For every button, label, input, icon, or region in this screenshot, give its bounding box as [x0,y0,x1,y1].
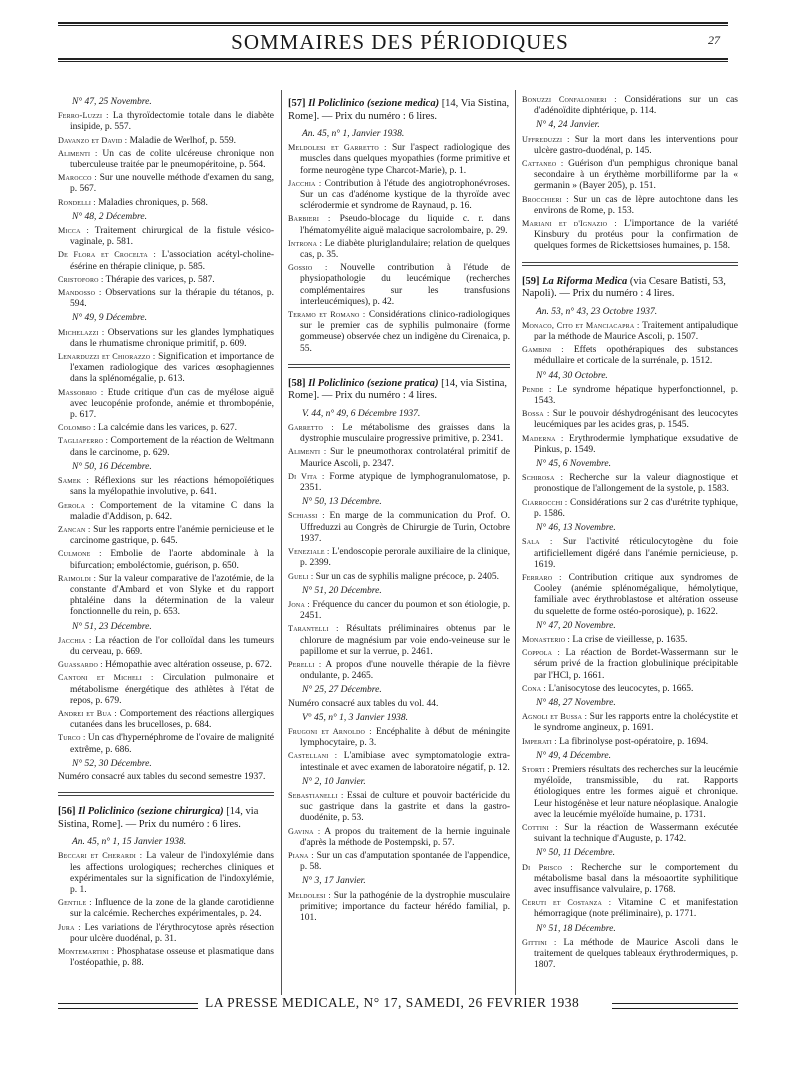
journal-number: [56] [58,806,76,818]
journal-title: La Riforma Medica [542,275,628,287]
article-title: L'anisocytose des leucocytes, p. 1665. [548,683,694,694]
article-authors: Massobrio : [58,387,104,397]
article-entry [522,384,738,407]
article-title: Contribution à l'étude des angiotrophonévroses. Sur un cas d'adénome kystique de la thyroïde avec sclérodermie et syndrome de Raynaud, p. 16. [300,178,511,212]
article-authors: Bossa : [522,409,550,419]
article-authors: Schirosa : [522,473,564,483]
footer-text: LA PRESSE MEDICALE, N° 17, SAMEDI, 26 FEVRIER 1938 [205,995,580,1010]
article-title: Embolie de l'aorte abdominale à la bifurcation; emboléctomie, guérison, p. 650. [70,549,274,571]
issue-heading: An. 45, n° 1, 15 Janvier 1938. [72,837,187,848]
article-title: Sur la pathogénie de la dystrophie musculaire primitive; importance du facteur hérédo familial, p. 101. [300,890,511,923]
article-authors: Piana : [288,850,314,860]
article-authors: Zancan : [58,524,91,534]
article-entry [288,790,510,825]
column-3 [522,94,738,972]
article-title: Vitamine C et manifestation hémorragique (note préliminaire), p. 1771. [534,898,738,920]
article-title: Maladies chroniques, p. 568. [98,197,208,208]
article-authors: Coppola : [522,648,560,658]
article-entry [58,573,274,619]
article-title: Traitement antipaludique par la méthode de Maurice Ascoli, p. 1507. [534,320,738,343]
article-entry [522,344,738,367]
article-title: Considérations clinico-radiologiques sur le premier cas de syphilis pulmonaire (forme gommeuse) observée chez un indigène du Cirenaica, p. 55. [300,310,510,354]
article-entry [288,726,510,749]
page-title: SOMMAIRES DES PÉRIODIQUES [231,30,569,54]
article-title: Sur un cas d'amputation spontanée de l'appendice, p. 58. [300,850,510,873]
article-title: Le diabète pluriglandulaire; relation de quelques cas, p. 35. [300,238,510,261]
article-title: Un cas d'hypernéphrome de l'ovaire de malignité extrême, p. 686. [70,733,274,755]
article-authors: Rondelli : [58,197,96,207]
article-authors: Frugoni et Arnoldo : [288,726,372,736]
article-entry [58,135,274,147]
article-authors: Andrei et Bua : [58,708,117,718]
article-title: Forme atypique de lymphogranulomatose, p. 2351. [300,471,510,494]
article-authors: Di Prisco : [522,862,573,872]
article-entry [58,351,274,386]
article-authors: Agnoli et Bussa : [522,712,588,722]
article-title: Essai de culture et pouvoir bactéricide du suc gastrique dans la gastrite et dans la gastro-duodénite, p. 53. [300,790,511,824]
article-title: Sur la réaction de Wassermann exécutée suivant la technique d'Auguste, p. 1742. [534,822,738,845]
article-title: La méthode de Maurice Ascoli dans le traitement de quelques tableaux érythrodermiques, p. 1807. [534,937,739,971]
article-entry [58,732,274,755]
article-title: A propos du traitement de la hernie inguinale d'après la méthode de Postempski, p. 57. [300,826,510,848]
article-title: Sur un cas de syphilis maligne précoce, p. 2405. [315,571,500,582]
issue-note: Numéro consacré aux tables du second semestre 1937. [58,771,266,782]
article-title: Le syndrome hépatique hyperfonctionnel, p. 1543. [534,384,738,407]
article-title: Fréquence du cancer du poumon et son étiologie, p. 2451. [300,599,510,622]
article-title: Sur la valeur comparative de l'azotémie, de la constante d'Ambard et von Slyke et du rapport phtaléine dans la détermination de la valeur fonctionnelle du rein, p. 653. [70,573,274,618]
journal-heading [288,378,510,403]
article-entry [58,672,274,707]
journal-number: [59] [522,275,540,287]
article-entry [58,708,274,731]
article-entry [288,826,510,849]
article-entry [522,536,738,571]
article-authors: Alimenti : [288,447,327,457]
issue-heading: N° 50, 11 Décembre. [536,848,615,859]
article-authors: Mariani et d'Ignazio : [522,219,617,229]
article-title: L'association acétyl-choline-ésérine en thérapie clinique, p. 585. [70,250,274,272]
article-entry [522,897,738,920]
article-authors: Ciarrocchi : [522,497,568,507]
article-authors: Pende : [522,384,552,394]
article-authors: Montemartini : [58,947,115,956]
article-title: Sur l'aspect radiologique des muscles dans quelques myopathies (forme primitive et forme neurogène type Charcot-Marie), p. 1. [300,143,510,176]
article-title: La crise de vieillesse, p. 1635. [572,634,688,645]
journal-address: [14, via Sistina, Rome]. — Prix du numéro : 6 lires. [58,806,259,830]
article-entry [288,659,510,682]
article-authors: Gentile : [58,898,92,908]
article-entry [58,524,274,547]
article-authors: Gerola : [58,500,94,510]
article-title: Circulation pulmonaire et métabolisme énergétique des athlètes à l'état de repos, p. 679. [70,673,274,706]
issue-heading: V° 45, n° 1, 3 Janvier 1938. [302,712,409,723]
issue-heading: N° 44, 30 Octobre. [536,370,608,381]
article-entry [58,897,274,920]
article-entry [522,194,738,217]
article-entry [288,599,510,622]
article-authors: Ferraro : [522,572,562,582]
issue-heading: N° 25, 27 Décembre. [302,685,382,696]
issue-heading: N° 48, 27 Novembre. [536,697,616,708]
article-entry [522,572,738,618]
article-authors: Maderna : [522,433,564,443]
article-title: A propos d'une nouvelle thérapie de la fièvre ondulante, p. 2465. [300,659,511,682]
article-entry [288,238,510,261]
article-title: Hémopathie avec altération osseuse, p. 672. [105,660,272,671]
article-title: Maladie de Werlhof, p. 559. [129,135,236,146]
article-entry [522,218,738,253]
article-entry [288,446,510,469]
article-authors: Schiassi : [288,511,325,521]
article-authors: Gavina : [288,826,321,836]
article-entry [288,471,510,494]
article-title: Le métabolisme des graisses dans la dystrophie musculaire progressive primitive, p. 2341. [300,423,511,445]
article-entry [288,571,510,583]
article-entry [522,822,738,845]
article-authors: Guassardo : [58,660,103,670]
journal-address: [14, via Sistina, Rome]. — Prix du numéro : 4 lires. [288,377,508,402]
article-authors: Lenarduzzi et Chiorazzo : [58,352,156,362]
article-entry [58,197,274,209]
article-entry [288,178,510,213]
article-entry [522,497,738,520]
issue-heading: N° 46, 13 Novembre. [536,523,616,534]
article-authors: Cristoforo : [58,274,104,284]
article-entry [58,172,274,195]
article-authors: Ferro-Luzzi : [58,111,109,121]
journal-address: [14, Via Sistina, Rome]. — Prix du numéro : 6 lires. [288,98,510,122]
article-entry [58,274,274,286]
issue-heading: N° 50, 16 Décembre. [72,461,152,472]
article-entry [522,736,738,748]
footer-rule-left [58,1003,198,1009]
article-entry [522,937,738,972]
article-authors: Cantoni et Micheli : [58,673,154,683]
article-title: Un cas de colite ulcéreuse chronique non tuberculeuse traitée par le pneumopéritoine, p. 564. [70,148,274,171]
article-authors: Micca : [58,226,89,236]
article-entry [288,850,510,873]
issue-heading: N° 2, 10 Janvier. [302,776,366,787]
article-title: L'importance de la variété Kinsbury du protéus pour la confirmation de quelques formes de Rickettsioses humaines, p. 158. [534,219,738,252]
article-authors: Tagliaferro : [58,436,109,446]
article-entry [288,623,510,658]
article-authors: Teramo et Romano : [288,310,366,320]
article-title: Sur une nouvelle méthode d'examen du sang, p. 567. [70,173,274,195]
journal-heading [522,276,738,301]
issue-heading: N° 52, 30 Décembre. [72,758,152,769]
article-entry [522,94,738,117]
issue-heading: N° 51, 20 Décembre. [302,585,382,596]
article-title: Effets opothérapiques des substances médullaire et corticale de la surrénale, p. 1512. [534,345,738,367]
article-title: Comportement des réactions allergiques cutanées dans les brucelloses, p. 684. [70,708,275,731]
journal-title: Il Policlinico (sezione pratica) [308,377,439,389]
issue-heading: An. 53, n° 43, 23 Octobre 1937. [536,306,658,317]
article-title: La fibrinolyse post-opératoire, p. 1694. [559,736,709,747]
article-entry [58,327,274,350]
article-entry [288,213,510,236]
article-entry [522,320,738,343]
issue-heading: An. 45, n° 1, Janvier 1938. [302,129,405,139]
article-entry [522,134,738,157]
article-authors: Raimoldi : [58,573,97,583]
article-entry [288,546,510,569]
article-entry [522,634,738,646]
article-entry [58,249,274,272]
article-authors: Monaco, Cito et Manciacapra : [522,320,640,330]
article-title: Sur le pouvoir déshydrogénisant des leucocytes leucémiques par les acides gras, p. 1545. [534,409,738,431]
article-title: Etude critique d'un cas de myélose aiguë avec leucopénie profonde, anémie et thrombopénie, p. 617. [70,387,274,421]
article-authors: Culmone : [58,549,102,559]
article-authors: Sebastianelli : [288,790,344,800]
article-title: Sur un cas de lèpre autochtone dans les environs de Rome, p. 153. [534,194,738,216]
article-title: La valeur de l'indoxylémie dans les affections urologiques; recherches cliniques et expérimentales sur la signification de l'indoxylémie, p. 1. [70,851,274,895]
article-title: Encéphalite à début de méningite lymphocytaire, p. 3. [300,726,511,749]
article-title: Sur les rapports entre l'anémie pernicieuse et le carcinome gastrique, p. 645. [70,524,274,547]
article-authors: Jacchia : [288,178,322,188]
article-authors: Storti : [522,764,550,774]
column-divider-1 [281,90,282,995]
article-entry [58,225,274,248]
journal-heading [288,98,510,123]
article-authors: Bonuzzi Confalonieri : [522,95,617,104]
column-divider-2 [515,90,516,995]
article-title: Contribution critique aux syndromes de Cooley (anémie splénomégalique, hémolytique, familiale avec érythroblastose et altération osseuse du squelette de forme ostéo-porosique), p. 1622. [534,572,739,617]
article-entry [58,475,274,498]
article-authors: De Flora et Crocelta : [58,250,156,260]
article-entry [58,110,274,133]
article-entry [522,862,738,897]
header-rule-bottom [58,58,728,60]
article-authors: Veneziale : [288,547,330,557]
article-title: Observations sur les glandes lymphatiques dans le rhumatisme chronique primitif, p. 609. [70,327,274,349]
article-title: Pseudo-blocage du liquide c. r. dans l'hématomyélite aiguë malacique sacrolombaire, p. 29. [300,214,510,236]
article-title: Phosphatase osseuse et plasmatique dans l'ostéopathie, p. 88. [70,947,274,969]
article-authors: Garretto : [288,423,334,433]
article-entry [522,408,738,431]
article-entry [522,647,738,682]
article-entry [288,262,510,308]
article-title: Sur la mort dans les interventions pour ulcère gastro-duodénal, p. 145. [534,134,739,156]
article-title: Sur le pneumothorax controlatéral primitif de Maurice Ascoli, p. 2347. [300,447,510,469]
section-separator [522,262,738,266]
article-title: Résultats préliminaires obtenus par le chlorure de magnésium par voie endo-veineuse sur le papillome et sur la verrue, p. 2461. [300,624,511,657]
article-authors: Mandosso : [58,288,102,298]
article-entry [58,548,274,571]
article-title: Recherche sur le comportement du métabolisme basal dans la mésoaortite syphilitique avec insuffisance valvulaire, p. 1768. [534,862,738,895]
article-authors: Michelazzi : [58,327,105,337]
article-entry [58,850,274,896]
article-entry [58,287,274,310]
journal-title: Il Policlinico (sezione chirurgica) [78,806,224,818]
issue-heading: N° 50, 13 Décembre. [302,497,382,508]
journal-number: [58] [288,377,306,389]
article-entry [58,148,274,171]
article-authors: Monasterio : [522,634,571,644]
article-entry [58,946,274,969]
article-authors: Samek : [58,476,90,486]
journal-title: Il Policlinico (sezione medica) [308,98,440,109]
article-title: Traitement chirurgical de la fistule vésico-vaginale, p. 581. [70,226,274,248]
issue-heading: N° 45, 6 Novembre. [536,459,611,470]
article-entry [288,142,510,177]
article-title: Considérations sur 2 cas d'urétrite typhique, p. 1586. [534,497,739,519]
article-entry [288,510,510,545]
article-authors: Gueli : [288,571,314,581]
article-authors: Brocchieri : [522,194,569,204]
article-authors: Castellani : [288,751,338,761]
article-title: La thyroïdectomie totale dans le diabète insipide, p. 557. [70,111,274,133]
issue-heading: N° 49, 4 Décembre. [536,750,611,761]
article-authors: Jona : [288,599,310,609]
article-entry [58,922,274,945]
article-title: L'endoscopie perorale auxiliaire de la clinique, p. 2399. [300,547,510,569]
article-title: Comportement de la réaction de Weltmann dans le carcinome, p. 629. [70,436,274,458]
article-entry [288,309,510,355]
article-entry [522,711,738,734]
article-authors: Ceruti et Costanza : [522,898,612,908]
journal-number: [57] [288,98,306,109]
column-2 [288,94,510,925]
article-title: Influence de la zone de la glande carotidienne sur la calcémie. Recherches expérimentales, p. 24. [70,898,275,920]
article-entry [522,433,738,456]
article-title: L'amibiase avec symptomatologie extra-intestinale et avec examen de laboratoire négatif, p. 12. [300,751,510,773]
article-entry [522,764,738,821]
article-title: Recherche sur la valeur diagnostique et pronostique de l'allongement de la systole, p. 1583. [534,473,738,495]
article-entry [522,158,738,193]
article-entry [58,387,274,422]
article-title: Premiers résultats des recherches sur la leucémie myéloïde, transmissible, du rat. Rapports étiologiques entre les formes aiguë et chronique. Leur histogénèse et leur nature néoplasique. Analogie avec la leucémie myéloïde humaine, p. 1731. [534,764,738,820]
issue-heading: N° 47, 25 Novembre. [72,97,152,107]
article-title: Observations sur la thérapie du tétanos, p. 594. [70,288,274,310]
header-rule-top [58,22,728,24]
article-authors: Beccari et Cherardi : [58,851,143,861]
issue-heading: N° 51, 23 Décembre. [72,621,152,632]
article-title: La réaction de Bordet-Wassermann sur le sérum privé de la fraction globulinique précipitable par l'HCl, p. 1661. [534,648,739,681]
article-entry [58,435,274,458]
article-entry [522,472,738,495]
article-authors: Gittini : [522,937,557,947]
issue-note: Numéro consacré aux tables du vol. 44. [288,698,439,709]
article-authors: Imperati : [522,736,557,746]
issue-heading: N° 3, 17 Janvier. [302,876,366,887]
article-entry [288,890,510,925]
article-title: Les variations de l'érythrocytose après résection pour ulcère duodénal, p. 31. [70,922,274,944]
article-authors: Davanzo et David : [58,135,128,145]
article-title: Guérison d'un pemphigus chronique banal secondaire à un érythème morbilliforme par la « germanin » (Bayer 205), p. 151. [534,159,739,192]
article-title: La calcémie dans les varices, p. 627. [97,423,237,434]
article-authors: Cattaneo : [522,159,564,169]
article-entry [288,750,510,773]
article-title: La réaction de l'or colloïdal dans les tumeurs du cerveau, p. 669. [70,635,275,657]
article-authors: Introna : [288,238,323,248]
header-rule-bottom-thin [58,61,728,62]
article-authors: Tarantelli : [288,624,339,634]
issue-heading: N° 51, 18 Décembre. [536,923,616,934]
issue-heading: N° 4, 24 Janvier. [536,120,600,131]
article-authors: Uffreduzzi : [522,134,570,144]
issue-heading: N° 49, 9 Décembre. [72,313,147,324]
article-title: En marge de la communication du Prof. O. Uffreduzzi au Congrès de Chirurgie de Turin, Octobre 1937. [300,511,510,544]
article-entry [288,422,510,445]
article-authors: Gambini : [522,345,564,355]
article-authors: Di Vita : [288,471,325,481]
article-authors: Cona : [522,683,546,693]
article-entry [58,659,274,671]
article-authors: Perelli : [288,659,322,669]
column-1 [58,94,274,970]
issue-heading: N° 48, 2 Décembre. [72,211,147,222]
article-authors: Barbieri : [288,214,331,224]
article-title: Nouvelle contribution à l'étude de physiopathologie du leucémique (recherches complémentaires sur les transfusions interleucémiques), p. 42. [300,263,510,307]
section-separator [58,792,274,796]
issue-heading: V. 44, n° 49, 6 Décembre 1937. [302,408,421,419]
article-authors: Meldolesi : [288,890,331,900]
article-authors: Jacchia : [58,635,92,645]
article-title: Comportement de la vitamine C dans la maladie d'Addison, p. 642. [70,500,274,522]
header-rule-top-thin [58,25,728,26]
article-authors: Cottini : [522,822,558,832]
article-authors: Sala : [522,537,553,547]
article-entry [58,422,274,434]
article-authors: Alimenti : [58,148,98,158]
section-separator [288,364,510,368]
article-title: Thérapie des varices, p. 587. [105,274,215,285]
article-entry [58,500,274,523]
article-authors: Marocco : [58,173,97,183]
article-title: Considérations sur un cas d'adénoïdite diphtérique, p. 114. [534,95,738,117]
article-title: Sur l'activité réticulocytogène du foie artificiellement digéré dans l'anémie pernicieuse, p. 1619. [534,537,738,570]
article-authors: Turco : [58,733,86,743]
issue-heading: N° 47, 20 Novembre. [536,620,616,631]
article-title: Sur les rapports entre la cholécystite et le syndrome angineux, p. 1691. [534,712,739,734]
article-authors: Colombo : [58,423,96,433]
article-title: Réflexions sur les réactions hémopoïétiques sans la myélopathie involutive, p. 641. [70,476,274,498]
article-title: Erythrodermie lymphatique exsudative de Pinkus, p. 1549. [534,433,738,455]
article-entry [522,683,738,695]
article-authors: Jura : [58,922,81,932]
article-entry [58,635,274,658]
article-authors: Gossio : [288,263,328,273]
footer-rule-right [612,1003,738,1009]
article-title: Signification et importance de l'examen radiologique des varices œsophagiennes dans la splénomégalie, p. 613. [70,352,275,385]
article-authors: Meldolesi et Garretto : [288,143,387,153]
journal-heading [58,806,274,831]
page-number: 27 [708,33,720,47]
journal-address: (via Cesare Batisti, 53, Napoli). — Prix du numéro : 4 lires. [522,275,726,300]
